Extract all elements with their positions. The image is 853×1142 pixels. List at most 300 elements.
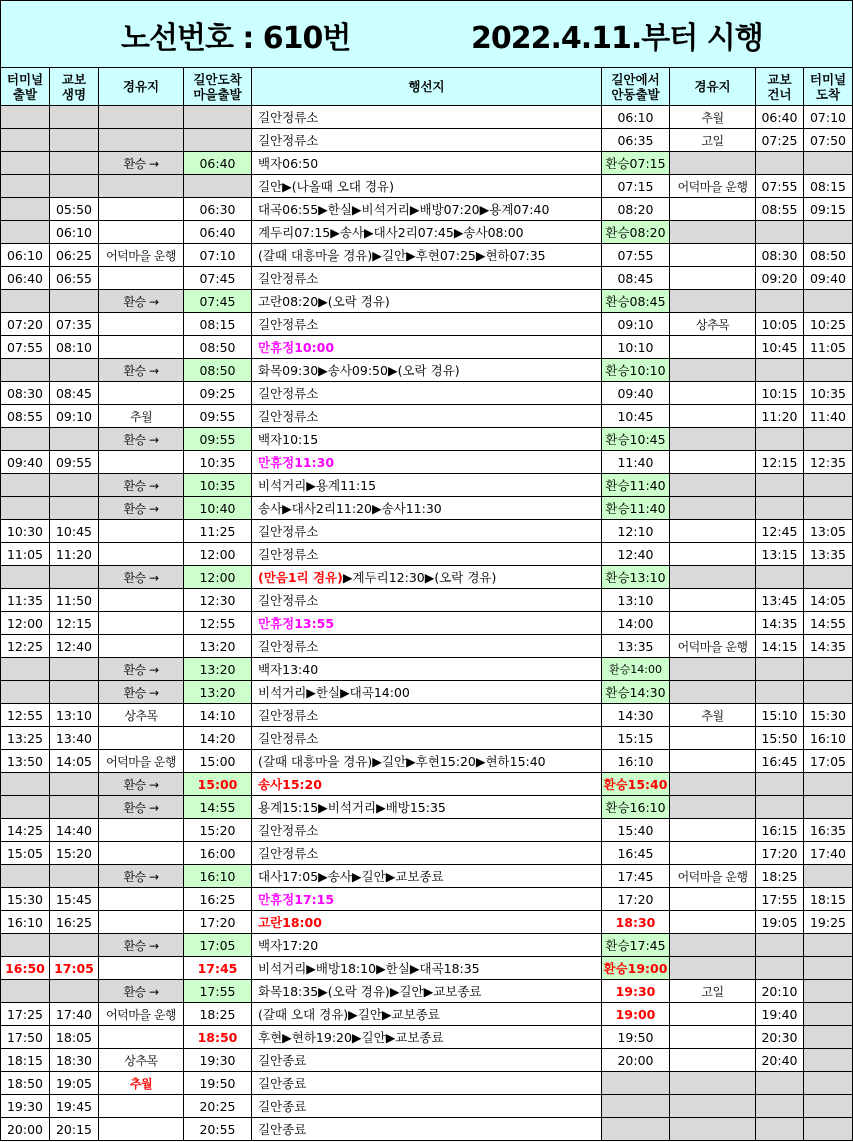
cell-gilan-arrival: 18:50 <box>184 1026 252 1049</box>
cell-terminal-depart <box>1 152 50 175</box>
cell-via-out: 환승 → <box>99 428 184 451</box>
cell-kyobo-across: 13:45 <box>756 589 804 612</box>
cell-gilan-arrival: 10:35 <box>184 451 252 474</box>
cell-terminal-depart: 06:40 <box>1 267 50 290</box>
cell-via-out: 환승 → <box>99 681 184 704</box>
table-row <box>1 474 853 497</box>
cell-gilan-depart: 환승07:15 <box>602 152 670 175</box>
cell-kyobo-life <box>50 175 99 198</box>
cell-kyobo-life <box>50 658 99 681</box>
cell-gilan-arrival: 12:00 <box>184 543 252 566</box>
cell-gilan-arrival: 15:00 <box>184 750 252 773</box>
cell-kyobo-across: 15:50 <box>756 727 804 750</box>
cell-via-out: 환승 → <box>99 773 184 796</box>
cell-kyobo-life: 13:40 <box>50 727 99 750</box>
cell-gilan-depart <box>602 1095 670 1118</box>
cell-gilan-depart: 09:10 <box>602 313 670 336</box>
cell-gilan-depart: 환승14:30 <box>602 681 670 704</box>
cell-destination: 길안정류소 <box>252 842 602 865</box>
table-row <box>1 1095 853 1118</box>
cell-terminal-arrival: 14:05 <box>804 589 853 612</box>
cell-destination: 고란18:00 <box>252 911 602 934</box>
cell-gilan-depart: 환승11:40 <box>602 474 670 497</box>
cell-gilan-depart: 환승19:00 <box>602 957 670 980</box>
highlighted-via: (만음1리 경유) <box>258 570 343 585</box>
cell-kyobo-across: 17:20 <box>756 842 804 865</box>
cell-kyobo-life <box>50 681 99 704</box>
cell-via-out <box>99 911 184 934</box>
cell-gilan-depart: 12:40 <box>602 543 670 566</box>
cell-via-return <box>670 382 756 405</box>
cell-gilan-arrival: 07:45 <box>184 290 252 313</box>
table-row <box>1 1072 853 1095</box>
cell-gilan-arrival: 13:20 <box>184 635 252 658</box>
cell-via-out <box>99 129 184 152</box>
cell-via-return: 어덕마을 운행 <box>670 865 756 888</box>
cell-gilan-arrival: 08:15 <box>184 313 252 336</box>
cell-terminal-arrival: 16:35 <box>804 819 853 842</box>
cell-kyobo-across <box>756 934 804 957</box>
cell-via-out <box>99 198 184 221</box>
cell-via-out <box>99 382 184 405</box>
cell-gilan-depart: 13:35 <box>602 635 670 658</box>
cell-kyobo-life: 18:05 <box>50 1026 99 1049</box>
cell-gilan-depart: 환승08:20 <box>602 221 670 244</box>
cell-via-out <box>99 589 184 612</box>
cell-via-return <box>670 520 756 543</box>
cell-kyobo-life <box>50 474 99 497</box>
cell-via-return <box>670 474 756 497</box>
cell-gilan-depart: 10:10 <box>602 336 670 359</box>
cell-gilan-arrival <box>184 129 252 152</box>
cell-via-return <box>670 681 756 704</box>
cell-gilan-arrival: 20:25 <box>184 1095 252 1118</box>
cell-kyobo-life <box>50 773 99 796</box>
cell-via-out <box>99 1026 184 1049</box>
cell-kyobo-across: 19:05 <box>756 911 804 934</box>
cell-terminal-depart: 06:10 <box>1 244 50 267</box>
cell-terminal-depart <box>1 865 50 888</box>
cell-via-out <box>99 727 184 750</box>
cell-kyobo-across: 12:15 <box>756 451 804 474</box>
table-row <box>1 957 853 980</box>
cell-terminal-depart: 13:50 <box>1 750 50 773</box>
cell-kyobo-life: 14:40 <box>50 819 99 842</box>
cell-terminal-arrival <box>804 474 853 497</box>
cell-kyobo-life: 19:05 <box>50 1072 99 1095</box>
cell-gilan-arrival: 16:00 <box>184 842 252 865</box>
cell-terminal-arrival: 08:50 <box>804 244 853 267</box>
cell-via-return <box>670 1072 756 1095</box>
cell-gilan-depart: 09:40 <box>602 382 670 405</box>
cell-destination: 길안정류소 <box>252 704 602 727</box>
cell-terminal-arrival <box>804 152 853 175</box>
cell-kyobo-across: 07:25 <box>756 129 804 152</box>
cell-via-return <box>670 773 756 796</box>
cell-via-return <box>670 750 756 773</box>
cell-kyobo-life: 06:10 <box>50 221 99 244</box>
cell-terminal-arrival <box>804 773 853 796</box>
cell-terminal-arrival <box>804 1072 853 1095</box>
cell-kyobo-life: 09:55 <box>50 451 99 474</box>
cell-via-out <box>99 888 184 911</box>
cell-terminal-arrival: 13:05 <box>804 520 853 543</box>
table-row <box>1 428 853 451</box>
cell-terminal-arrival <box>804 497 853 520</box>
cell-kyobo-life <box>50 428 99 451</box>
cell-gilan-arrival: 18:25 <box>184 1003 252 1026</box>
cell-via-return <box>670 934 756 957</box>
cell-via-return <box>670 198 756 221</box>
cell-kyobo-life: 11:20 <box>50 543 99 566</box>
cell-via-out: 어덕마을 운행 <box>99 244 184 267</box>
cell-gilan-depart: 10:45 <box>602 405 670 428</box>
cell-terminal-depart: 14:25 <box>1 819 50 842</box>
cell-terminal-arrival: 08:15 <box>804 175 853 198</box>
cell-terminal-arrival: 11:05 <box>804 336 853 359</box>
cell-terminal-depart: 12:55 <box>1 704 50 727</box>
table-row <box>1 106 853 129</box>
cell-destination: 화목18:35▶(오락 경유)▶길안▶교보종료 <box>252 980 602 1003</box>
cell-terminal-depart <box>1 290 50 313</box>
cell-kyobo-across <box>756 773 804 796</box>
cell-terminal-depart: 20:00 <box>1 1118 50 1141</box>
cell-kyobo-across: 08:55 <box>756 198 804 221</box>
cell-destination: 송사15:20 <box>252 773 602 796</box>
cell-via-out <box>99 543 184 566</box>
table-row <box>1 980 853 1003</box>
cell-kyobo-life: 08:45 <box>50 382 99 405</box>
timetable <box>0 67 853 1141</box>
cell-terminal-depart: 16:10 <box>1 911 50 934</box>
table-row <box>1 382 853 405</box>
cell-destination: 만휴정10:00 <box>252 336 602 359</box>
table-row <box>1 313 853 336</box>
cell-destination: 만휴정13:55 <box>252 612 602 635</box>
cell-gilan-arrival: 14:55 <box>184 796 252 819</box>
cell-terminal-depart: 17:50 <box>1 1026 50 1049</box>
cell-gilan-depart <box>602 1072 670 1095</box>
cell-kyobo-life: 10:45 <box>50 520 99 543</box>
cell-kyobo-life <box>50 106 99 129</box>
cell-kyobo-across: 06:40 <box>756 106 804 129</box>
cell-via-return: 상추목 <box>670 313 756 336</box>
cell-via-return <box>670 1095 756 1118</box>
table-row <box>1 1118 853 1141</box>
cell-via-return <box>670 543 756 566</box>
cell-terminal-arrival: 13:35 <box>804 543 853 566</box>
table-row <box>1 451 853 474</box>
col-destination: 행선지 <box>252 68 602 106</box>
cell-gilan-depart: 17:20 <box>602 888 670 911</box>
cell-terminal-depart: 11:05 <box>1 543 50 566</box>
cell-via-return <box>670 290 756 313</box>
cell-kyobo-across <box>756 221 804 244</box>
cell-kyobo-across <box>756 474 804 497</box>
cell-kyobo-across: 07:55 <box>756 175 804 198</box>
cell-terminal-depart <box>1 106 50 129</box>
cell-gilan-depart: 19:30 <box>602 980 670 1003</box>
cell-gilan-depart: 환승15:40 <box>602 773 670 796</box>
cell-terminal-depart: 13:25 <box>1 727 50 750</box>
cell-gilan-depart: 환승10:10 <box>602 359 670 382</box>
cell-kyobo-life: 08:10 <box>50 336 99 359</box>
cell-via-out <box>99 1118 184 1141</box>
cell-via-return <box>670 658 756 681</box>
table-row <box>1 934 853 957</box>
cell-terminal-arrival: 17:40 <box>804 842 853 865</box>
cell-gilan-depart: 20:00 <box>602 1049 670 1072</box>
cell-kyobo-life <box>50 497 99 520</box>
table-row <box>1 635 853 658</box>
cell-gilan-arrival: 15:00 <box>184 773 252 796</box>
cell-via-out <box>99 957 184 980</box>
cell-destination: 만휴정17:15 <box>252 888 602 911</box>
cell-gilan-depart: 15:40 <box>602 819 670 842</box>
cell-terminal-depart <box>1 198 50 221</box>
cell-gilan-arrival: 16:10 <box>184 865 252 888</box>
cell-gilan-arrival: 17:05 <box>184 934 252 957</box>
cell-terminal-depart <box>1 980 50 1003</box>
table-row <box>1 911 853 934</box>
table-row <box>1 152 853 175</box>
cell-terminal-arrival: 15:30 <box>804 704 853 727</box>
cell-via-out: 환승 → <box>99 290 184 313</box>
cell-via-out: 환승 → <box>99 865 184 888</box>
cell-destination: 백자17:20 <box>252 934 602 957</box>
cell-via-return: 어덕마을 운행 <box>670 175 756 198</box>
cell-via-return <box>670 1049 756 1072</box>
col-terminal-depart: 터미널 출발 <box>1 68 50 106</box>
cell-kyobo-across <box>756 796 804 819</box>
cell-kyobo-life: 17:40 <box>50 1003 99 1026</box>
col-via-return: 경유지 <box>670 68 756 106</box>
cell-terminal-depart: 07:20 <box>1 313 50 336</box>
cell-via-out <box>99 336 184 359</box>
cell-gilan-depart: 14:30 <box>602 704 670 727</box>
cell-via-return <box>670 842 756 865</box>
cell-gilan-arrival: 14:10 <box>184 704 252 727</box>
cell-gilan-arrival <box>184 175 252 198</box>
cell-kyobo-life: 07:35 <box>50 313 99 336</box>
cell-via-out: 환승 → <box>99 658 184 681</box>
cell-via-return <box>670 566 756 589</box>
cell-via-out: 환승 → <box>99 934 184 957</box>
cell-terminal-depart: 10:30 <box>1 520 50 543</box>
table-row <box>1 727 853 750</box>
col-gilan-arrival: 길안도착 마을출발 <box>184 68 252 106</box>
cell-kyobo-life: 13:10 <box>50 704 99 727</box>
cell-via-out: 환승 → <box>99 152 184 175</box>
cell-via-out: 환승 → <box>99 359 184 382</box>
cell-terminal-arrival <box>804 658 853 681</box>
table-row <box>1 1049 853 1072</box>
cell-via-return: 고일 <box>670 980 756 1003</box>
cell-kyobo-life <box>50 129 99 152</box>
cell-gilan-arrival: 11:25 <box>184 520 252 543</box>
cell-gilan-depart: 11:40 <box>602 451 670 474</box>
cell-kyobo-across <box>756 1072 804 1095</box>
cell-terminal-arrival <box>804 957 853 980</box>
cell-terminal-depart <box>1 497 50 520</box>
cell-kyobo-life: 11:50 <box>50 589 99 612</box>
cell-kyobo-across <box>756 658 804 681</box>
cell-kyobo-life: 16:25 <box>50 911 99 934</box>
cell-terminal-depart <box>1 175 50 198</box>
cell-destination: 길안종료 <box>252 1095 602 1118</box>
cell-kyobo-across <box>756 152 804 175</box>
cell-terminal-arrival: 11:40 <box>804 405 853 428</box>
cell-gilan-depart: 14:00 <box>602 612 670 635</box>
cell-gilan-depart: 19:50 <box>602 1026 670 1049</box>
cell-destination: (갈때 대흥마을 경유)▶길안▶후현15:20▶현하15:40 <box>252 750 602 773</box>
cell-destination: 길안종료 <box>252 1049 602 1072</box>
cell-destination: 백자13:40 <box>252 658 602 681</box>
cell-via-return <box>670 359 756 382</box>
cell-gilan-depart: 08:45 <box>602 267 670 290</box>
cell-kyobo-across: 14:15 <box>756 635 804 658</box>
cell-gilan-arrival: 14:20 <box>184 727 252 750</box>
table-row <box>1 290 853 313</box>
table-row <box>1 359 853 382</box>
timetable-body <box>1 106 853 1141</box>
cell-kyobo-life: 17:05 <box>50 957 99 980</box>
cell-terminal-depart <box>1 359 50 382</box>
header-row <box>1 68 853 106</box>
cell-kyobo-life <box>50 934 99 957</box>
cell-terminal-arrival <box>804 428 853 451</box>
cell-via-return <box>670 152 756 175</box>
cell-terminal-depart <box>1 566 50 589</box>
cell-via-out: 어덕마을 운행 <box>99 1003 184 1026</box>
cell-gilan-arrival: 06:40 <box>184 152 252 175</box>
cell-terminal-arrival: 18:15 <box>804 888 853 911</box>
cell-via-out <box>99 221 184 244</box>
table-row <box>1 865 853 888</box>
cell-terminal-arrival <box>804 934 853 957</box>
cell-via-return <box>670 244 756 267</box>
cell-via-return <box>670 1026 756 1049</box>
cell-via-return <box>670 796 756 819</box>
cell-kyobo-life <box>50 865 99 888</box>
cell-gilan-arrival: 13:20 <box>184 681 252 704</box>
cell-terminal-arrival <box>804 681 853 704</box>
table-row <box>1 244 853 267</box>
table-row <box>1 842 853 865</box>
cell-gilan-depart: 환승14:00 <box>602 658 670 681</box>
cell-via-out <box>99 267 184 290</box>
cell-via-return <box>670 727 756 750</box>
cell-via-out <box>99 842 184 865</box>
cell-destination: 대사17:05▶송사▶길안▶교보종료 <box>252 865 602 888</box>
cell-terminal-depart <box>1 773 50 796</box>
cell-gilan-depart: 07:15 <box>602 175 670 198</box>
cell-destination: 고란08:20▶(오락 경유) <box>252 290 602 313</box>
cell-via-out <box>99 175 184 198</box>
cell-gilan-arrival: 09:25 <box>184 382 252 405</box>
cell-kyobo-across <box>756 681 804 704</box>
cell-destination: 비석거리▶한실▶대곡14:00 <box>252 681 602 704</box>
cell-via-out: 환승 → <box>99 980 184 1003</box>
cell-via-out <box>99 635 184 658</box>
cell-via-return <box>670 1118 756 1141</box>
cell-gilan-arrival: 07:45 <box>184 267 252 290</box>
cell-kyobo-life: 20:15 <box>50 1118 99 1141</box>
cell-via-return <box>670 888 756 911</box>
cell-kyobo-life <box>50 566 99 589</box>
cell-terminal-arrival <box>804 796 853 819</box>
table-row <box>1 819 853 842</box>
cell-kyobo-life: 14:05 <box>50 750 99 773</box>
cell-terminal-arrival <box>804 221 853 244</box>
table-row <box>1 888 853 911</box>
cell-terminal-arrival <box>804 1026 853 1049</box>
cell-gilan-arrival: 19:50 <box>184 1072 252 1095</box>
cell-gilan-arrival: 09:55 <box>184 405 252 428</box>
cell-kyobo-across <box>756 428 804 451</box>
cell-gilan-arrival: 17:20 <box>184 911 252 934</box>
cell-gilan-depart: 06:35 <box>602 129 670 152</box>
cell-terminal-depart: 11:35 <box>1 589 50 612</box>
cell-terminal-arrival: 10:35 <box>804 382 853 405</box>
cell-via-return: 고일 <box>670 129 756 152</box>
cell-kyobo-across <box>756 1095 804 1118</box>
cell-kyobo-across: 15:10 <box>756 704 804 727</box>
cell-terminal-depart: 16:50 <box>1 957 50 980</box>
cell-destination: 비석거리▶배방18:10▶한실▶대곡18:35 <box>252 957 602 980</box>
cell-kyobo-across: 19:40 <box>756 1003 804 1026</box>
cell-destination: 길안정류소 <box>252 106 602 129</box>
cell-via-return <box>670 819 756 842</box>
cell-kyobo-life <box>50 152 99 175</box>
cell-via-return <box>670 428 756 451</box>
cell-gilan-arrival: 08:50 <box>184 336 252 359</box>
cell-kyobo-across <box>756 497 804 520</box>
cell-terminal-depart: 17:25 <box>1 1003 50 1026</box>
table-row <box>1 175 853 198</box>
col-gilan-depart: 길안에서 안동출발 <box>602 68 670 106</box>
cell-destination: 길안정류소 <box>252 405 602 428</box>
cell-destination: 길안정류소 <box>252 520 602 543</box>
table-row <box>1 497 853 520</box>
cell-gilan-arrival: 08:50 <box>184 359 252 382</box>
cell-destination: 길안정류소 <box>252 267 602 290</box>
cell-kyobo-across: 13:15 <box>756 543 804 566</box>
col-via-out: 경유지 <box>99 68 184 106</box>
table-row <box>1 520 853 543</box>
cell-terminal-arrival <box>804 1003 853 1026</box>
cell-via-return <box>670 336 756 359</box>
timetable-header <box>0 0 853 68</box>
cell-destination: 화목09:30▶송사09:50▶(오락 경유) <box>252 359 602 382</box>
cell-kyobo-across: 16:45 <box>756 750 804 773</box>
cell-gilan-arrival: 12:00 <box>184 566 252 589</box>
cell-gilan-arrival: 10:35 <box>184 474 252 497</box>
cell-terminal-arrival: 10:25 <box>804 313 853 336</box>
cell-kyobo-life <box>50 980 99 1003</box>
cell-kyobo-life <box>50 796 99 819</box>
table-row <box>1 1026 853 1049</box>
cell-terminal-depart: 15:05 <box>1 842 50 865</box>
cell-gilan-depart: 환승08:45 <box>602 290 670 313</box>
cell-kyobo-across: 18:25 <box>756 865 804 888</box>
cell-via-return <box>670 1003 756 1026</box>
cell-via-out: 환승 → <box>99 474 184 497</box>
cell-gilan-arrival: 13:20 <box>184 658 252 681</box>
cell-terminal-arrival: 12:35 <box>804 451 853 474</box>
cell-destination: 길안정류소 <box>252 819 602 842</box>
cell-gilan-arrival: 12:30 <box>184 589 252 612</box>
